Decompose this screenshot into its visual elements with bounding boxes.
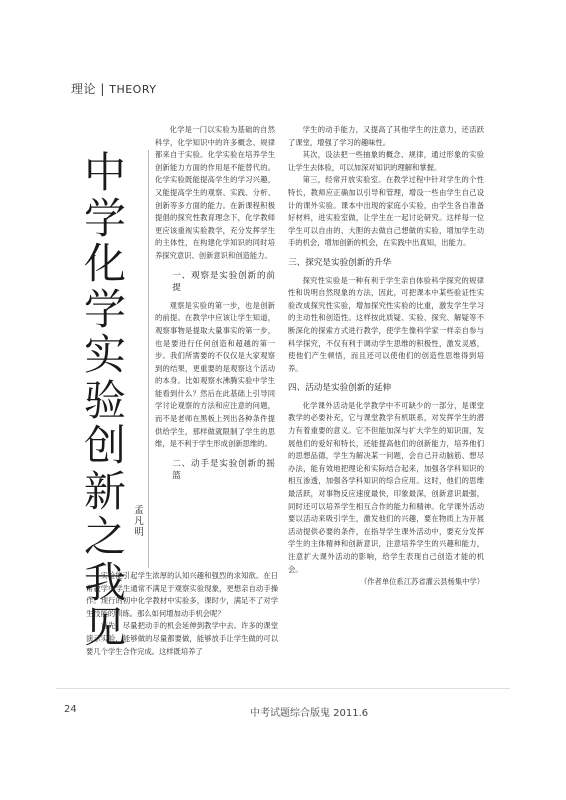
section-heading: 一、观察是实验创新的前提 [172, 270, 275, 294]
title-char: 实 [83, 330, 126, 379]
title-char: 见 [83, 603, 126, 652]
title-char: 创 [83, 421, 126, 470]
journal-footer: 中考试题综合版鬼 2011.6 [250, 708, 369, 719]
section-label-separator: | [100, 82, 105, 96]
paragraph: 首先，尽量把动手的机会延伸到教学中去。许多的课堂演示实验，能够做的尽量都要做，能够放手让学生做的可以要几个学生合作完成。这样既培养了 [86, 621, 278, 656]
title-char: 验 [83, 375, 126, 425]
title-char: 化 [83, 239, 126, 288]
title-char: 之 [83, 512, 126, 561]
footer-rule [56, 688, 510, 689]
column-middle-top [155, 124, 275, 488]
page-number: 24 [64, 704, 77, 715]
title-char: 新 [83, 466, 126, 516]
section-label-cn: 理论 [71, 82, 97, 96]
title-char: 中 [83, 148, 126, 197]
title-char: 学 [83, 193, 126, 243]
author-char: 凡 [134, 516, 144, 527]
column-right [288, 124, 484, 589]
paragraph: 学生的动手能力，又提高了其他学生的注意力，还活跃了课堂，增强了学习的趣味性。 [288, 125, 484, 147]
author-char: 孟 [134, 505, 144, 516]
section-label [71, 80, 156, 97]
title-char: 我 [83, 557, 126, 607]
section-heading: 三、探究是实验创新的升华 [288, 257, 392, 268]
paragraph: 化学课外活动是化学教学中不可缺少的一部分，是课堂教学的必要补充，它与课堂教学有机联系，对发挥学生的潜力有着重要的意义。它不但能加深与扩大学生的知识面，发展他们的爱好和特长，还能提高他们的创新能力，培养他们的思想品德，学生为解决某一问题，会自己开动脑筋、想尽办法，能有效地把理论和实际结合起来，加强各学科知识的相互渗透，加强各学科知识的综合应用。这时，他们的思维最活跃，对事物反应速度最快，印象最深，创新意识最强，同时还可以培养学生相互合作的能力和精神。化学课外活动要以活动来吸引学生，激发他们的兴趣，要在物质上为开展活动提供必要的条件，在指导学生课外活动中，要充分发挥学生的主体精神和创新意识，注意培养学生的兴趣和能力，注意扩大课外活动的影响，给学生表现自己创造才能的机会。 [288, 400, 484, 574]
paragraph: 观察是实验的第一步，也是创新的前提。在教学中应该让学生知道，观察事物是提取大量事实的第一步，也是要进行任何创造和超越的第一步。我们所需要的不仅仅是大家观察到的结果，更重要的是观察这个活动的本身。比如观察水沸腾实验中学生能看到什么？然后在此基础上引导同学讨论观察的方法和应注意的问题，而不是老师在黑板上列出各种条件提供给学生，那样做就限制了学生的思维，是不利于学生形成创新思维的。 [155, 300, 275, 449]
author-affiliation: （作者单位系江苏省灌云县杨集中学） [359, 577, 484, 587]
column-left-bottom [86, 570, 278, 658]
section-label-en: THEORY [109, 83, 157, 96]
author-char: 明 [134, 527, 144, 538]
section-heading: 四、活动是实验创新的延伸 [288, 383, 392, 394]
title-divider [148, 150, 149, 568]
paragraph: 其次，设法把一些抽象的概念、规律，通过形象的实验让学生去体验，可以加深对知识的理解和掌握。 [288, 150, 484, 172]
title-char: 学 [83, 284, 126, 334]
paragraph: 第三，经常开放实验室。在教学过程中针对学生的个性特长，教师应正确加以引导和管理，增设一些由学生自己设计的课外实验。课本中出现的家庭小实验，由学生各自准备好材料，进实验室做，让学生在一起讨论研究。这样每一位学生可以自由的、大胆的去做自己想做的实验，增加学生动手的机会，增加创新的机会，在实践中出真知，出能力。 [288, 175, 484, 248]
author-name [132, 505, 146, 538]
section-heading: 二、动手是实验创新的摇篮 [172, 458, 275, 482]
paragraph: 化学是一门以实验为基础的自然科学，化学知识中的许多概念、规律都来自于实验。化学实验在培养学生创新能力方面的作用是不能替代的。化学实验既能提高学生的学习兴趣，又能提高学生的观察、实践、分析、创新等多方面的能力。在新课程积极提倡的探究性教育理念下，化学教师更应该重视实验教学，充分发挥学生的主体性，在构建化学知识的同时培养探究意识、创新意识和创造能力。 [155, 125, 275, 260]
paragraph: 探究性实验是一种有利于学生亲自体验科学探究的规律性和说明自然现象的方法，因此，可把课本中某些验证性实验改成探究性实验，增加探究性实验的比重，激发学生学习的主动性和创造性。这样按此质疑、实验、探究、解疑等不断深化的探索方式进行教学，使学生像科学家一样亲自参与科学探究，不仅有利于调动学生思维的积极性，激发灵感，使他们产生顿悟，而且还可以使他们的创造性思维得到培养。 [288, 275, 484, 373]
paragraph: 实验能引起学生浓厚的认知兴趣和强烈的求知欲。在日常教学中学生通常不满足于观察实验现象，更想亲自动手操作。现行的初中化学教材中实验多，课时少，满足不了对学生技能的训练。那么如何增加动手机会呢？ [86, 571, 278, 618]
